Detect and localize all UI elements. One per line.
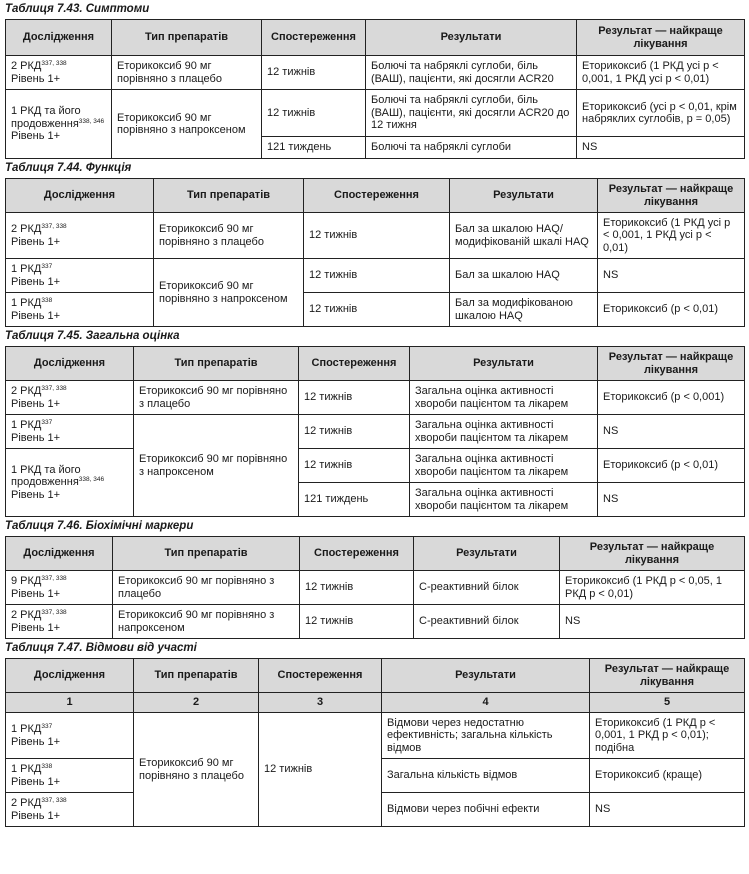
results-cell: Загальна оцінка активності хвороби пацієнтом та лікарем — [410, 483, 598, 517]
best-treatment-cell: NS — [598, 483, 745, 517]
best-treatment-cell: Еторикоксиб (p < 0,01) — [598, 293, 745, 327]
observation-cell: 121 тиждень — [262, 137, 366, 159]
table-row — [6, 56, 745, 90]
observation-cell: 12 тижнів — [262, 56, 366, 90]
table-row — [6, 381, 745, 415]
study-cell: 2 РКД$^{337, 338}$ Рівень 1+ — [6, 605, 113, 639]
results-cell: Бал за модифікованою шкалою HAQ — [450, 293, 598, 327]
header-results: Результати — [382, 659, 590, 693]
results-cell: Відмови через недостатню ефективність; загальна кількість відмов — [382, 713, 590, 759]
table-7-44 — [5, 178, 745, 327]
results-cell: Бал за шкалою HAQ — [450, 259, 598, 293]
table-7-45-caption: Таблиця 7.45. Загальна оцінка — [5, 330, 180, 342]
table-7-47 — [5, 658, 745, 827]
study-cell: 1 РКД та його продовження$^{338, 346}$ Рівень 1+ — [6, 90, 112, 159]
header-best-treatment: Результат — найкраще лікування — [598, 179, 745, 213]
study-cell: 1 РКД та його продовження$^{338, 346}$ Рівень 1+ — [6, 449, 134, 517]
observation-cell: 12 тижнів — [259, 713, 382, 827]
header-results: Результати — [414, 537, 560, 571]
column-number: 2 — [134, 693, 259, 713]
observation-cell: 12 тижнів — [299, 381, 410, 415]
table-7-44-caption: Таблиця 7.44. Функція — [5, 162, 132, 174]
header-drug-type: Тип препаратів — [134, 347, 299, 381]
results-cell: С-реактивний білок — [414, 605, 560, 639]
header-observation: Спостереження — [300, 537, 414, 571]
results-cell: Загальна оцінка активності хвороби пацієнтом та лікарем — [410, 415, 598, 449]
results-cell: Болючі та набряклі суглоби — [366, 137, 577, 159]
table-row — [6, 449, 745, 483]
drug-cell: Еторикоксиб 90 мг порівняно з плацебо — [112, 56, 262, 90]
header-study: Дослідження — [6, 537, 113, 571]
observation-cell: 12 тижнів — [304, 213, 450, 259]
best-treatment-cell: NS — [577, 137, 745, 159]
drug-cell: Еторикоксиб 90 мг порівняно з напроксеном — [113, 605, 300, 639]
header-results: Результати — [410, 347, 598, 381]
header-best-treatment: Результат — найкраще лікування — [577, 20, 745, 56]
column-number: 3 — [259, 693, 382, 713]
drug-cell: Еторикоксиб 90 мг порівняно з напроксеном — [112, 90, 262, 159]
results-cell: Болючі та набряклі суглоби, біль (ВАШ), пацієнти, які досягли ACR20 до 12 тижня — [366, 90, 577, 137]
study-cell: 2 РКД$^{337, 338}$ Рівень 1+ — [6, 213, 154, 259]
header-study: Дослідження — [6, 347, 134, 381]
best-treatment-cell: Еторикоксиб (p < 0,001) — [598, 381, 745, 415]
table-row — [6, 713, 745, 759]
observation-cell: 12 тижнів — [304, 293, 450, 327]
best-treatment-cell: Еторикоксиб (1 РКД p < 0,001, 1 РКД p < 0,01); подібна — [590, 713, 745, 759]
header-results: Результати — [450, 179, 598, 213]
drug-cell: Еторикоксиб 90 мг порівняно з напроксеном — [154, 259, 304, 327]
drug-cell: Еторикоксиб 90 мг порівняно з плацебо — [113, 571, 300, 605]
table-7-47-caption: Таблиця 7.47. Відмови від участі — [5, 642, 197, 654]
study-cell: 1 РКД$^{338}$ Рівень 1+ — [6, 759, 134, 793]
best-treatment-cell: NS — [590, 793, 745, 827]
results-cell: Відмови через побічні ефекти — [382, 793, 590, 827]
study-cell: 2 РКД$^{337, 338}$ Рівень 1+ — [6, 381, 134, 415]
results-cell: Болючі та набряклі суглоби, біль (ВАШ), пацієнти, які досягли ACR20 — [366, 56, 577, 90]
header-best-treatment: Результат — найкраще лікування — [590, 659, 745, 693]
table-7-46 — [5, 536, 745, 639]
column-number: 1 — [6, 693, 134, 713]
results-cell: С-реактивний білок — [414, 571, 560, 605]
table-row — [6, 415, 745, 449]
header-drug-type: Тип препаратів — [113, 537, 300, 571]
header-results: Результати — [366, 20, 577, 56]
drug-cell: Еторикоксиб 90 мг порівняно з плацебо — [134, 381, 299, 415]
study-cell: 1 РКД$^{337}$ Рівень 1+ — [6, 713, 134, 759]
observation-cell: 12 тижнів — [299, 449, 410, 483]
table-7-43 — [5, 19, 745, 159]
drug-cell: Еторикоксиб 90 мг порівняно з плацебо — [154, 213, 304, 259]
results-cell: Загальна кількість відмов — [382, 759, 590, 793]
study-cell: 9 РКД$^{337, 338}$ Рівень 1+ — [6, 571, 113, 605]
table-7-45 — [5, 346, 745, 517]
best-treatment-cell: NS — [560, 605, 745, 639]
best-treatment-cell: NS — [598, 259, 745, 293]
observation-cell: 12 тижнів — [300, 571, 414, 605]
table-row — [6, 213, 745, 259]
observation-cell: 12 тижнів — [304, 259, 450, 293]
best-treatment-cell: Еторикоксиб (p < 0,01) — [598, 449, 745, 483]
table-7-43-caption: Таблиця 7.43. Симптоми — [5, 3, 150, 15]
observation-cell: 12 тижнів — [299, 415, 410, 449]
best-treatment-cell: Еторикоксиб (1 РКД усі p < 0,001, 1 РКД усі p < 0,01) — [598, 213, 745, 259]
table-row — [6, 605, 745, 639]
results-cell: Загальна оцінка активності хвороби пацієнтом та лікарем — [410, 381, 598, 415]
best-treatment-cell: Еторикоксиб (1 РКД усі p < 0,001, 1 РКД усі p < 0,01) — [577, 56, 745, 90]
header-drug-type: Тип препаратів — [154, 179, 304, 213]
best-treatment-cell: Еторикоксиб (краще) — [590, 759, 745, 793]
header-observation: Спостереження — [304, 179, 450, 213]
study-cell: 2 РКД$^{337, 338}$ Рівень 1+ — [6, 793, 134, 827]
table-row — [6, 90, 745, 137]
header-observation: Спостереження — [262, 20, 366, 56]
header-study: Дослідження — [6, 179, 154, 213]
header-drug-type: Тип препаратів — [134, 659, 259, 693]
study-cell: 1 РКД$^{337}$ Рівень 1+ — [6, 259, 154, 293]
results-cell: Загальна оцінка активності хвороби пацієнтом та лікарем — [410, 449, 598, 483]
best-treatment-cell: Еторикоксиб (1 РКД p < 0,05, 1 РКД p < 0,01) — [560, 571, 745, 605]
header-study: Дослідження — [6, 659, 134, 693]
study-cell: 1 РКД$^{337}$ Рівень 1+ — [6, 415, 134, 449]
table-row — [6, 571, 745, 605]
header-best-treatment: Результат — найкраще лікування — [560, 537, 745, 571]
header-observation: Спостереження — [259, 659, 382, 693]
header-observation: Спостереження — [299, 347, 410, 381]
observation-cell: 12 тижнів — [300, 605, 414, 639]
table-7-46-caption: Таблиця 7.46. Біохімічні маркери — [5, 520, 194, 532]
best-treatment-cell: NS — [598, 415, 745, 449]
study-cell: 1 РКД$^{338}$ Рівень 1+ — [6, 293, 154, 327]
table-row — [6, 293, 745, 327]
observation-cell: 121 тиждень — [299, 483, 410, 517]
header-drug-type: Тип препаратів — [112, 20, 262, 56]
header-best-treatment: Результат — найкраще лікування — [598, 347, 745, 381]
header-study: Дослідження — [6, 20, 112, 56]
observation-cell: 12 тижнів — [262, 90, 366, 137]
column-number-row — [6, 693, 745, 713]
drug-cell: Еторикоксиб 90 мг порівняно з плацебо — [134, 713, 259, 827]
table-row — [6, 259, 745, 293]
best-treatment-cell: Еторикоксиб (усі p < 0,01, крім набряклих суглобів, p = 0,05) — [577, 90, 745, 137]
column-number: 5 — [590, 693, 745, 713]
column-number: 4 — [382, 693, 590, 713]
results-cell: Бал за шкалою HAQ/модифікованій шкалі HAQ — [450, 213, 598, 259]
drug-cell: Еторикоксиб 90 мг порівняно з напроксеном — [134, 415, 299, 517]
study-cell: 2 РКД$^{337, 338}$ Рівень 1+ — [6, 56, 112, 90]
